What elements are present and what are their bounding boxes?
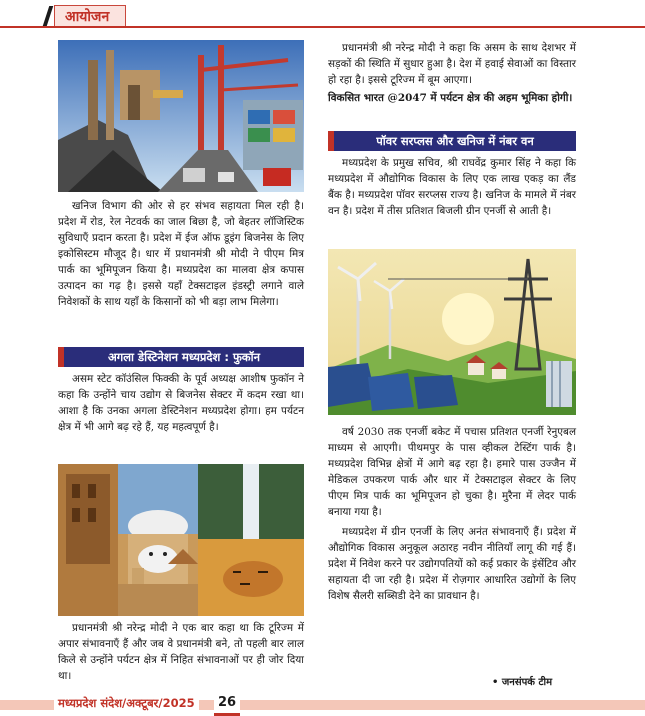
renewable-energy-photo — [328, 249, 576, 415]
left-article-text — [58, 198, 304, 312]
right-paragraph-1: प्रधानमंत्री श्री नरेन्द्र मोदी ने कहा कि असम के साथ देशभर में सड़कों की स्थिति में सुधार हुआ है। देश में हवाई सेवाओं का विस्तार हो रहा है। इससे टूरिज्म में बूम आएगा। — [328, 42, 576, 86]
page-footer — [0, 693, 645, 714]
right-article-text-2 — [328, 155, 576, 221]
left-article-text-2 — [58, 371, 304, 437]
right-paragraph-2: मध्यप्रदेश के प्रमुख सचिव, श्री राघवेंद्र कुमार सिंह ने कहा कि मध्यप्रदेश में औद्योगिक विकास के लिए एक लाख एकड़ का लैंड बैंक है। मध्यप्रदेश पॉवर सरप्लस राज्य है। खनिज के मामले में नंबर वन है। प्रदेश में तीस प्रतिशत बिजली ग्रीन एनर्जी से आती है। — [328, 157, 576, 217]
left-subheading-wrap — [58, 347, 304, 367]
left-paragraph-1: खनिज विभाग की ओर से हर संभव सहायता मिल रही है। प्रदेश में रोड, रेल नेटवर्क का जाल बिछा है, जो बेहतर लॉजिस्टिक सुविधाएँ प्रदान करता है। प्रदेश में ईज ऑफ डूइंग बिजनेस के लिए इकोसिस्टम मौजूद है। धार में प्रधानमंत्री श्री मोदी ने पीएम मित्र पार्क का भूमिपूजन किया है। मध्यप्रदेश का मालवा क्षेत्र कपास उत्पादन का गढ़ है। इससे यहाँ टेक्सटाइल इंडस्ट्री लगाने वाले निवेशकों के साथ यहाँ के किसानों को भी बड़ा लाभ मिलेगा। — [58, 200, 304, 308]
right-paragraph-3: वर्ष 2030 तक एनर्जी बकेट में पचास प्रतिशत एनर्जी रेनुएबल माध्यम से आएगी। पीथमपुर के पास व्हीकल टेस्टिंग पार्क है। मध्यप्रदेश विभिन्न क्षेत्रों में आगे बढ़ रहा है। हमारे पास उज्जैन में मेडिकल उपकरण पार्क और धार में टेक्सटाइल सेक्टर के लिए पीएम मित्र पार्क का भूमिपूजन हो चुका है। मुरैना में लेदर पार्क बनाया गया है। — [328, 426, 576, 518]
left-article-text-3 — [58, 620, 304, 686]
footer-publication: मध्यप्रदेश संदेश/अक्टूबर/2025 — [54, 693, 199, 713]
right-paragraph-4: मध्यप्रदेश में ग्रीन एनर्जी के लिए अनंत संभावनाएँ हैं। प्रदेश में औद्योगिक विकास अनुकूल अठारह नवीन नीतियाँ लागू की गई हैं। प्रदेश में निवेश करने पर उद्योगपतियों को कई प्रकार के इंसेंटिव और सहायता दी जा रही है। प्रदेश में रोज़गार आधारित उद्योगों के लिए विशेष सैलरी सब्सिडी देने का प्रावधान है। — [328, 526, 576, 602]
section-header — [0, 0, 645, 28]
left-paragraph-3: प्रधानमंत्री श्री नरेन्द्र मोदी ने एक बार कहा था कि टूरिज्म में अपार संभावनाएँ हैं और जब वे प्रधानमंत्री बने, तो पहली बार लाल किले से उन्होंने पर्यटन क्षेत्र में निहित संभावनाओं पर ही जोर दिया था। — [58, 622, 304, 682]
right-subheading-wrap — [328, 131, 576, 151]
section-label: आयोजन — [54, 5, 126, 28]
header-accent — [43, 6, 53, 26]
right-article-text-3 — [328, 424, 576, 606]
industry-photo — [58, 40, 304, 192]
left-subheading: अगला डेस्टिनेशन मध्यप्रदेश : फुकॉन — [58, 347, 304, 367]
header-rule — [0, 26, 645, 28]
author-credit: • जनसंपर्क टीम — [492, 677, 553, 688]
tourism-collage-photo — [58, 464, 304, 616]
left-paragraph-2: असम स्टेट कॉउंसिल फिक्की के पूर्व अध्यक्ष आशीष फुकॉन ने कहा कि उन्होंने चाय उद्योग से बिजनेस सेक्टर में कदम रखा था। आशा है कि उनका अगला डेस्टिनेशन मध्यप्रदेश होगा। हम पर्यटन क्षेत्र में भी आगे बढ़ रहे हैं, यह महत्वपूर्ण है। — [58, 373, 304, 433]
page-number: 26 — [214, 693, 240, 716]
right-paragraph-1b: विकसित भारत @2047 में पर्यटन क्षेत्र की अहम भूमिका होगी। — [328, 92, 573, 104]
right-article-text — [328, 40, 576, 108]
right-subheading: पॉवर सरप्लस और खनिज में नंबर वन — [328, 131, 576, 151]
